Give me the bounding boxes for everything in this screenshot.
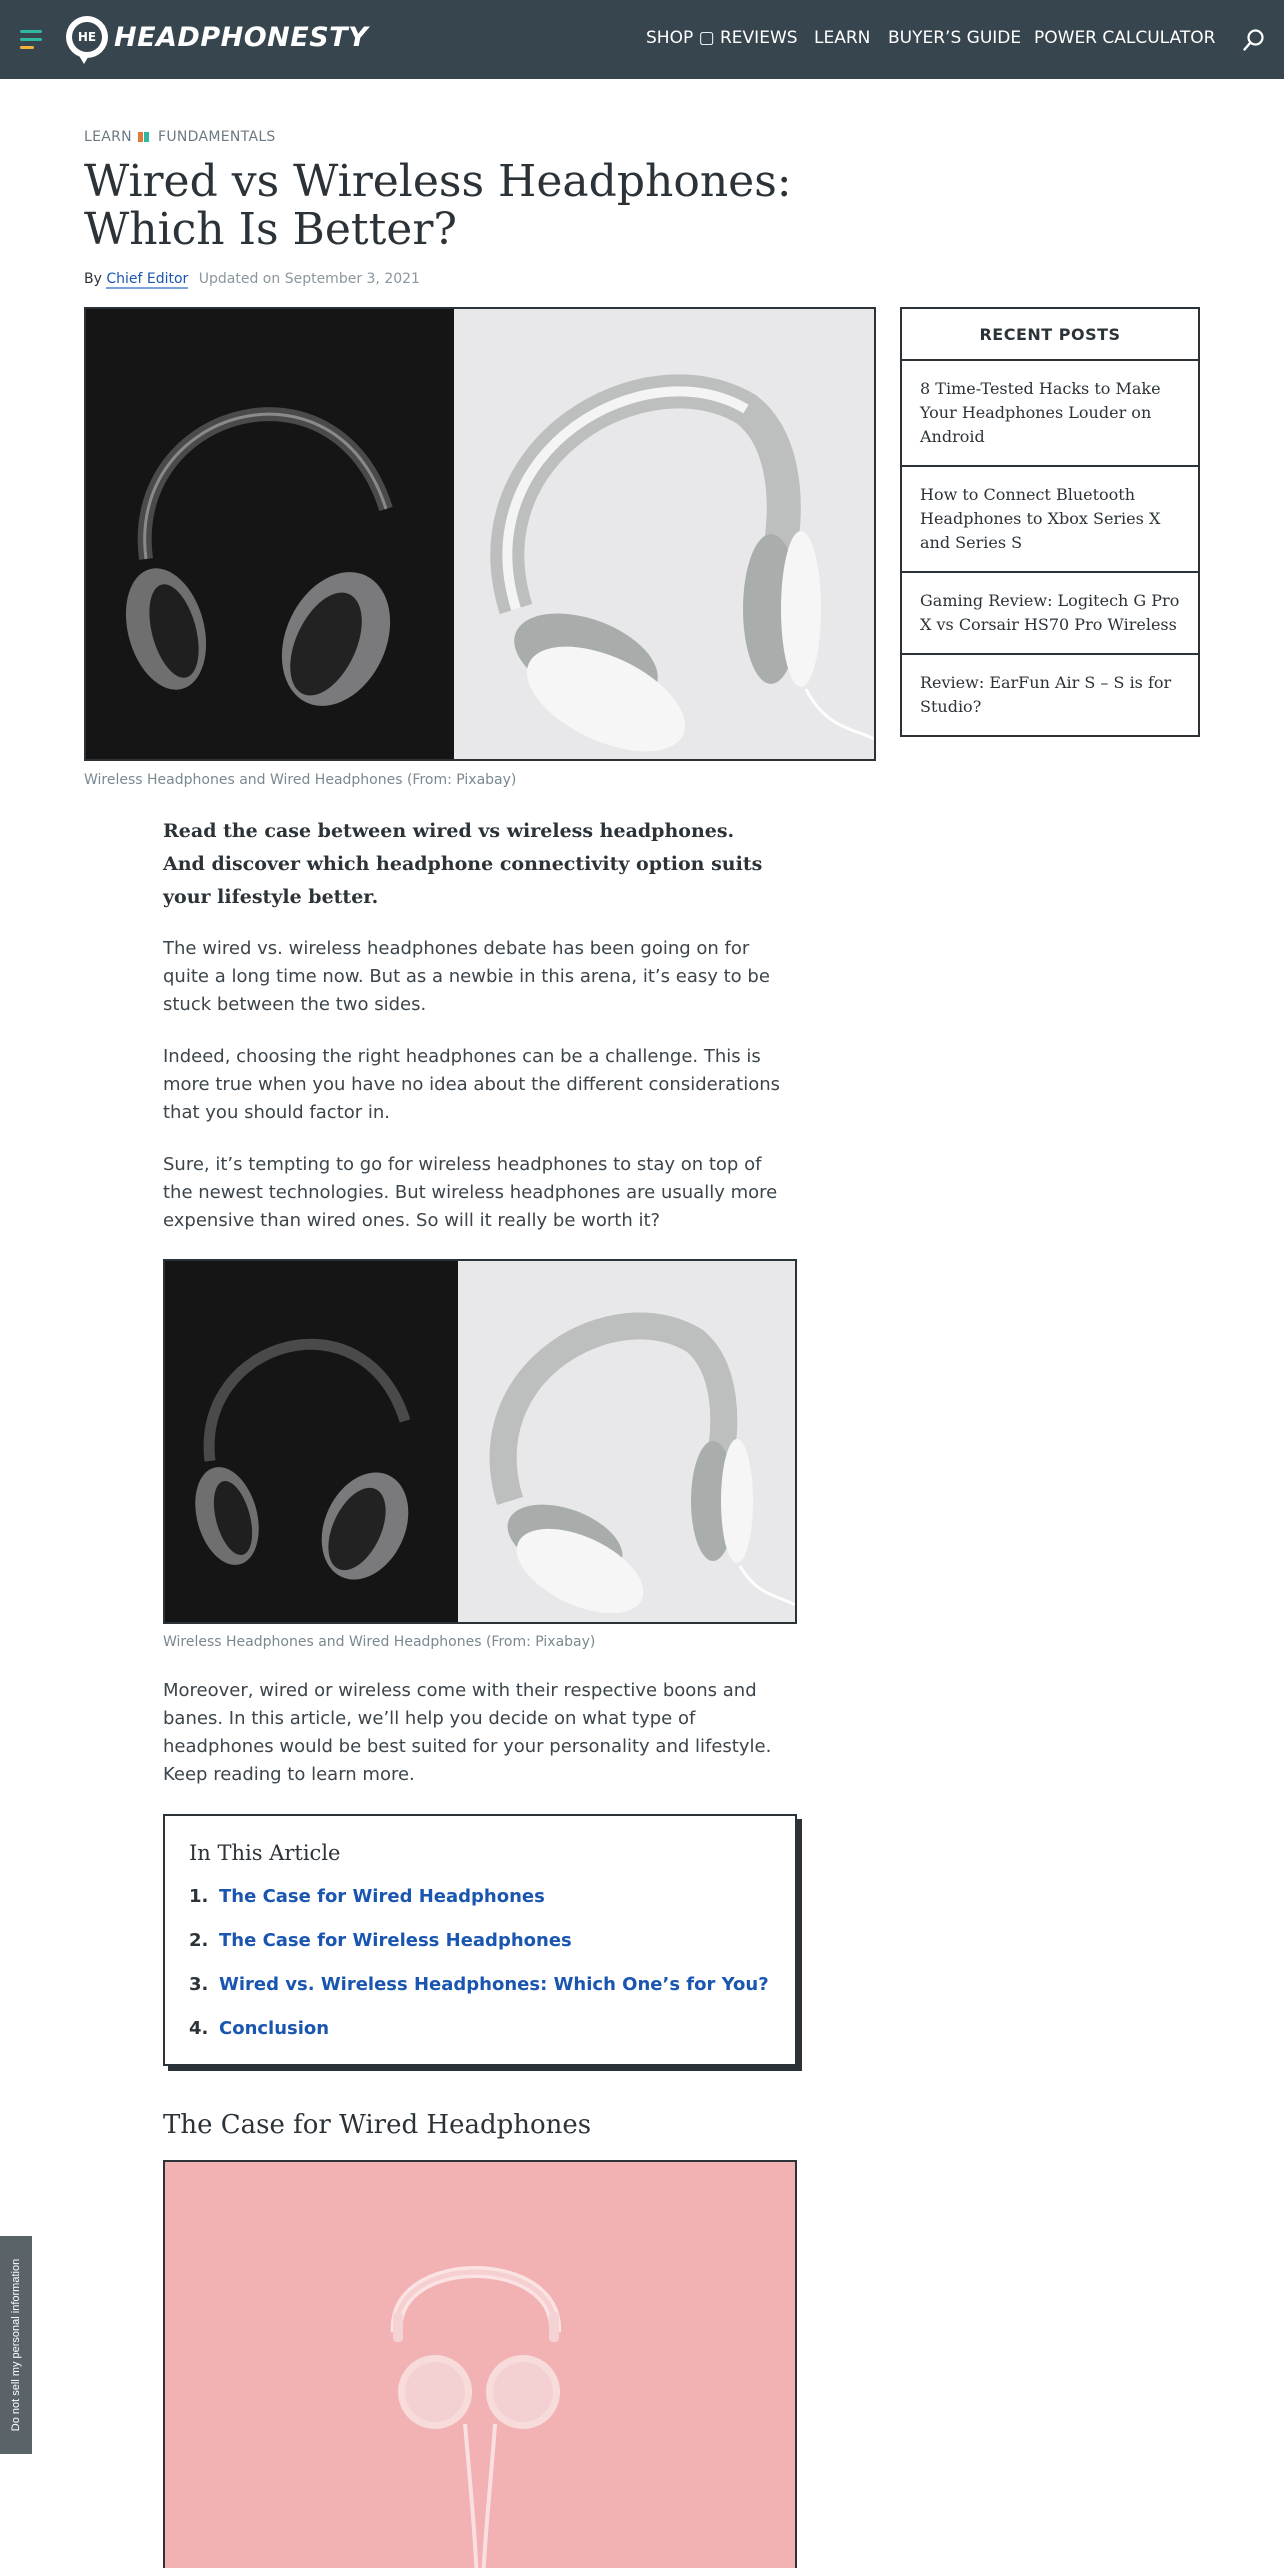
toc-link[interactable]: Conclusion <box>219 2018 330 2039</box>
toc-item[interactable] <box>189 1930 572 1951</box>
toc-number: 2. <box>189 1930 209 1951</box>
nav-learn[interactable]: LEARN <box>814 28 871 48</box>
logo-badge-text: HE <box>72 22 102 52</box>
nav-shop[interactable]: SHOP ▢ <box>646 28 715 48</box>
recent-post-link[interactable]: How to Connect Bluetooth Headphones to Xbox Series X and Series S <box>902 467 1198 573</box>
recent-post-link[interactable]: Gaming Review: Logitech G Pro X vs Corsair HS70 Pro Wireless <box>902 573 1198 655</box>
breadcrumb-fundamentals[interactable]: FUNDAMENTALS <box>158 129 276 145</box>
toc-number: 4. <box>189 2018 209 2039</box>
hero-image <box>84 307 876 761</box>
nav-power-calculator[interactable]: POWER CALCULATOR <box>1034 28 1216 48</box>
page-title: Wired vs Wireless Headphones: Which Is Better? <box>84 156 792 255</box>
article-image <box>163 1259 797 1624</box>
privacy-tab-label: Do not sell my personal information <box>10 2258 22 2432</box>
article-paragraph: Indeed, choosing the right headphones can be a challenge. This is more true when you have no idea about the different considerations that you should factor in. <box>163 1046 780 1123</box>
toc-link[interactable]: Wired vs. Wireless Headphones: Which One’s for You? <box>219 1974 769 1995</box>
article-lead: Read the case between wired vs wireless headphones. And discover which headphone connectivity option suits your lifestyle better. <box>163 820 763 908</box>
toc-item[interactable] <box>189 1886 545 1907</box>
recent-post-link[interactable]: Review: EarFun Air S – S is for Studio? <box>920 673 1172 716</box>
recent-posts-heading: RECENT POSTS <box>902 309 1198 361</box>
toc-link[interactable]: The Case for Wired Headphones <box>219 1886 545 1907</box>
toc-title: In This Article <box>189 1841 341 1865</box>
article-paragraph: The wired vs. wireless headphones debate has been going on for quite a long time now. But as a newbie in this arena, it’s easy to be stuck between the two sides. <box>163 938 770 1015</box>
toc-item[interactable] <box>189 2018 329 2039</box>
recent-post-link[interactable]: 8 Time-Tested Hacks to Make Your Headphones Louder on Android <box>902 361 1198 467</box>
article-paragraph: Sure, it’s tempting to go for wireless headphones to stay on top of the newest technologies. But wireless headphones are usually more expensive than wired ones. So will it really be worth it? <box>163 1154 778 1231</box>
section-heading: The Case for Wired Headphones <box>163 2110 592 2140</box>
site-header <box>0 0 1284 79</box>
breadcrumb-separator-icon <box>138 131 150 143</box>
logo-wordmark[interactable]: HEADPHONESTY <box>114 22 369 53</box>
privacy-tab[interactable] <box>0 2236 32 2454</box>
table-of-contents <box>163 1814 797 2066</box>
hamburger-icon[interactable] <box>20 30 42 50</box>
toc-link[interactable]: The Case for Wireless Headphones <box>219 1930 572 1951</box>
author-link[interactable]: Chief Editor <box>106 271 189 287</box>
nav-buyers-guide[interactable]: BUYER’S GUIDE <box>888 28 1022 48</box>
nav-reviews[interactable]: REVIEWS <box>720 28 798 48</box>
updated-date: Updated on September 3, 2021 <box>198 271 420 287</box>
article-image-caption: Wireless Headphones and Wired Headphones (From: Pixabay) <box>163 1634 596 1650</box>
breadcrumb-learn[interactable]: LEARN <box>84 129 132 145</box>
section-image <box>163 2160 797 2568</box>
article-paragraph: Moreover, wired or wireless come with their respective boons and banes. In this article, we’ll help you decide on what type of headphones would be best suited for your personality and lifestyle. Keep reading to learn more. <box>163 1680 772 1785</box>
recent-posts-widget <box>900 307 1200 737</box>
toc-item[interactable] <box>189 1974 769 1995</box>
toc-number: 1. <box>189 1886 209 1907</box>
hero-caption: Wireless Headphones and Wired Headphones (From: Pixabay) <box>84 772 517 788</box>
search-icon[interactable] <box>1242 28 1266 52</box>
logo-icon[interactable] <box>66 16 108 58</box>
byline <box>84 271 420 287</box>
byline-prefix: By <box>84 271 102 287</box>
toc-number: 3. <box>189 1974 209 1995</box>
